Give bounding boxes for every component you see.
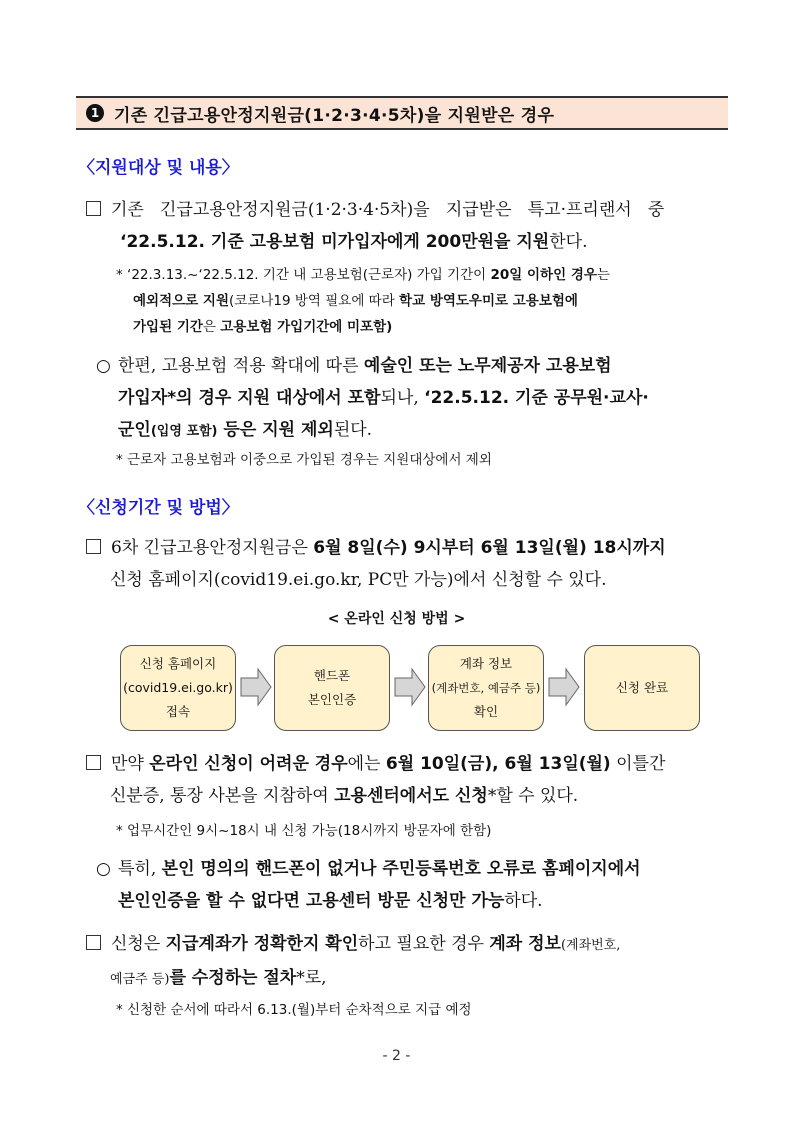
paragraph-offline-application: 만약 온라인 신청이 어려운 경우에는 6월 10일(금), 6월 13일(월) 이틀간 신분증, 통장 사본을 지참하여 고용센터에서도 신청*할 수 있다. [86,748,736,812]
paragraph-visit-only: ○ 특히, 본인 명의의 핸드폰이 없거나 주민등록번호 오류로 홈페이지에서 본인인증을 할 수 없다면 고용센터 방문 신청만 가능하다. [96,853,736,917]
paragraph-artist-worker: ○ 한편, 고용보험 적용 확대에 따른 예술인 또는 노무제공자 고용보험 가입자*의 경우 지원 대상에서 포함되나, ‘22.5.12. 기준 공무원·교사· 군인(입영 포함) 등은 지원 제외된다. [96,350,736,448]
circle-bullet-icon: ○ [96,356,111,376]
arrow-right-icon [240,667,272,707]
footnote-double-insurance: * 근로자 고용보험과 이중으로 가입된 경우는 지원대상에서 제외 [116,452,492,468]
square-bullet-icon [86,201,101,216]
page-number: - 2 - [382,1048,411,1064]
flow-step-account-check: 계좌 정보 (계좌번호, 예금주 등) 확인 [428,645,544,731]
arrow-right-icon [394,667,426,707]
footnote-payment-order: * 신청한 순서에 따라서 6.13.(월)부터 순차적으로 지급 예정 [116,1002,472,1018]
flow-step-complete: 신청 완료 [584,645,700,731]
section-header [76,96,728,130]
flow-step-phone-auth: 핸드폰 본인인증 [274,645,390,731]
footnote-exception: * ‘22.3.13.~‘22.5.12. 기간 내 고용보험(근로자) 가입 기간이 20일 이하인 경우는 예외적으로 지원(코로나19 방역 필요에 따라 학교 방역도우미로 고용보험에 가입된 기간은 고용보험 가입기간에 미포함) [116,267,610,335]
paragraph-eligibility: 기존 긴급고용안정지원금(1·2·3·4·5차)을 지급받은 특고·프리랜서 중 ‘22.5.12. 기준 고용보험 미가입자에게 200만원을 지원한다. [86,194,736,258]
paragraph-account-verification: 신청은 지급계좌가 정확한지 확인하고 필요한 경우 계좌 정보(계좌번호, 예금주 등)를 수정하는 절차*로, [86,928,736,996]
subsection-heading-eligibility: 〈지원대상 및 내용〉 [78,158,239,178]
circled-number-icon: 1 [86,104,104,122]
circle-bullet-icon: ○ [96,859,111,879]
flow-title: < 온라인 신청 방법 > [327,611,466,627]
subsection-heading-application: 〈신청기간 및 방법〉 [78,498,239,518]
flow-step-homepage: 신청 홈페이지 (covid19.ei.go.kr) 접속 [120,645,236,731]
square-bullet-icon [86,755,101,770]
arrow-right-icon [548,667,580,707]
footnote-business-hours: * 업무시간인 9시~18시 내 신청 가능(18시까지 방문자에 한함) [116,823,492,839]
square-bullet-icon [86,539,101,554]
paragraph-application-period: 6차 긴급고용안정지원금은 6월 8일(수) 9시부터 6월 13일(월) 18시까지 신청 홈페이지(covid19.ei.go.kr, PC만 가능)에서 신청할 수 있다. [86,532,736,596]
section-title: 기존 긴급고용안정지원금(1·2·3·4·5차)을 지원받은 경우 [114,105,555,126]
square-bullet-icon [86,935,101,950]
